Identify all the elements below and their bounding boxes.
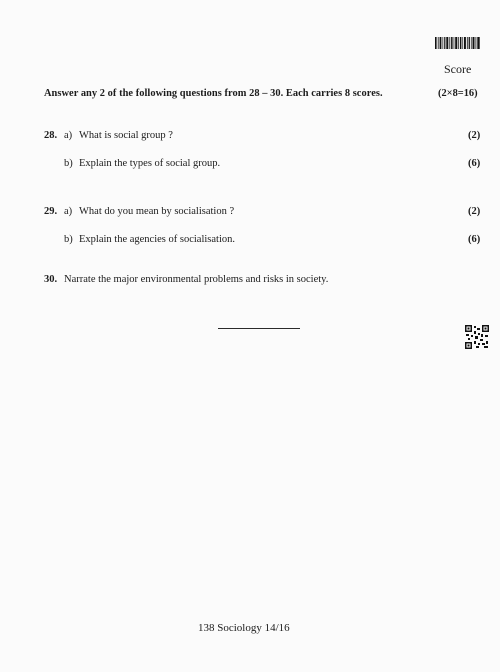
question-part-label: b) xyxy=(64,234,73,245)
question-number: 28. xyxy=(44,130,58,141)
score-label: Score xyxy=(444,62,472,76)
question-marks: (2) xyxy=(468,130,481,141)
question-text: Explain the agencies of socialisation. xyxy=(79,234,235,245)
question-marks: (6) xyxy=(468,234,481,245)
question-text: What is social group ? xyxy=(79,130,173,141)
page-footer: 138 Sociology 14/16 xyxy=(198,622,290,634)
question-number: 29. xyxy=(44,206,58,217)
question-text: Explain the types of social group. xyxy=(79,158,221,169)
qr-code-icon xyxy=(465,325,489,349)
question-marks: (6) xyxy=(468,158,481,169)
question-text: Narrate the major environmental problems and risks in society. xyxy=(64,274,329,285)
question-part-label: a) xyxy=(64,130,73,141)
end-rule xyxy=(218,328,300,329)
section-instruction: Answer any 2 of the following questions from 28 – 30. Each carries 8 scores. xyxy=(44,88,383,99)
section-marks: (2×8=16) xyxy=(438,88,478,99)
question-text: What do you mean by socialisation ? xyxy=(79,206,235,217)
question-marks: (2) xyxy=(468,206,481,217)
question-number: 30. xyxy=(44,274,58,285)
question-part-label: a) xyxy=(64,206,73,217)
question-part-label: b) xyxy=(64,158,73,169)
barcode-icon xyxy=(435,37,480,49)
